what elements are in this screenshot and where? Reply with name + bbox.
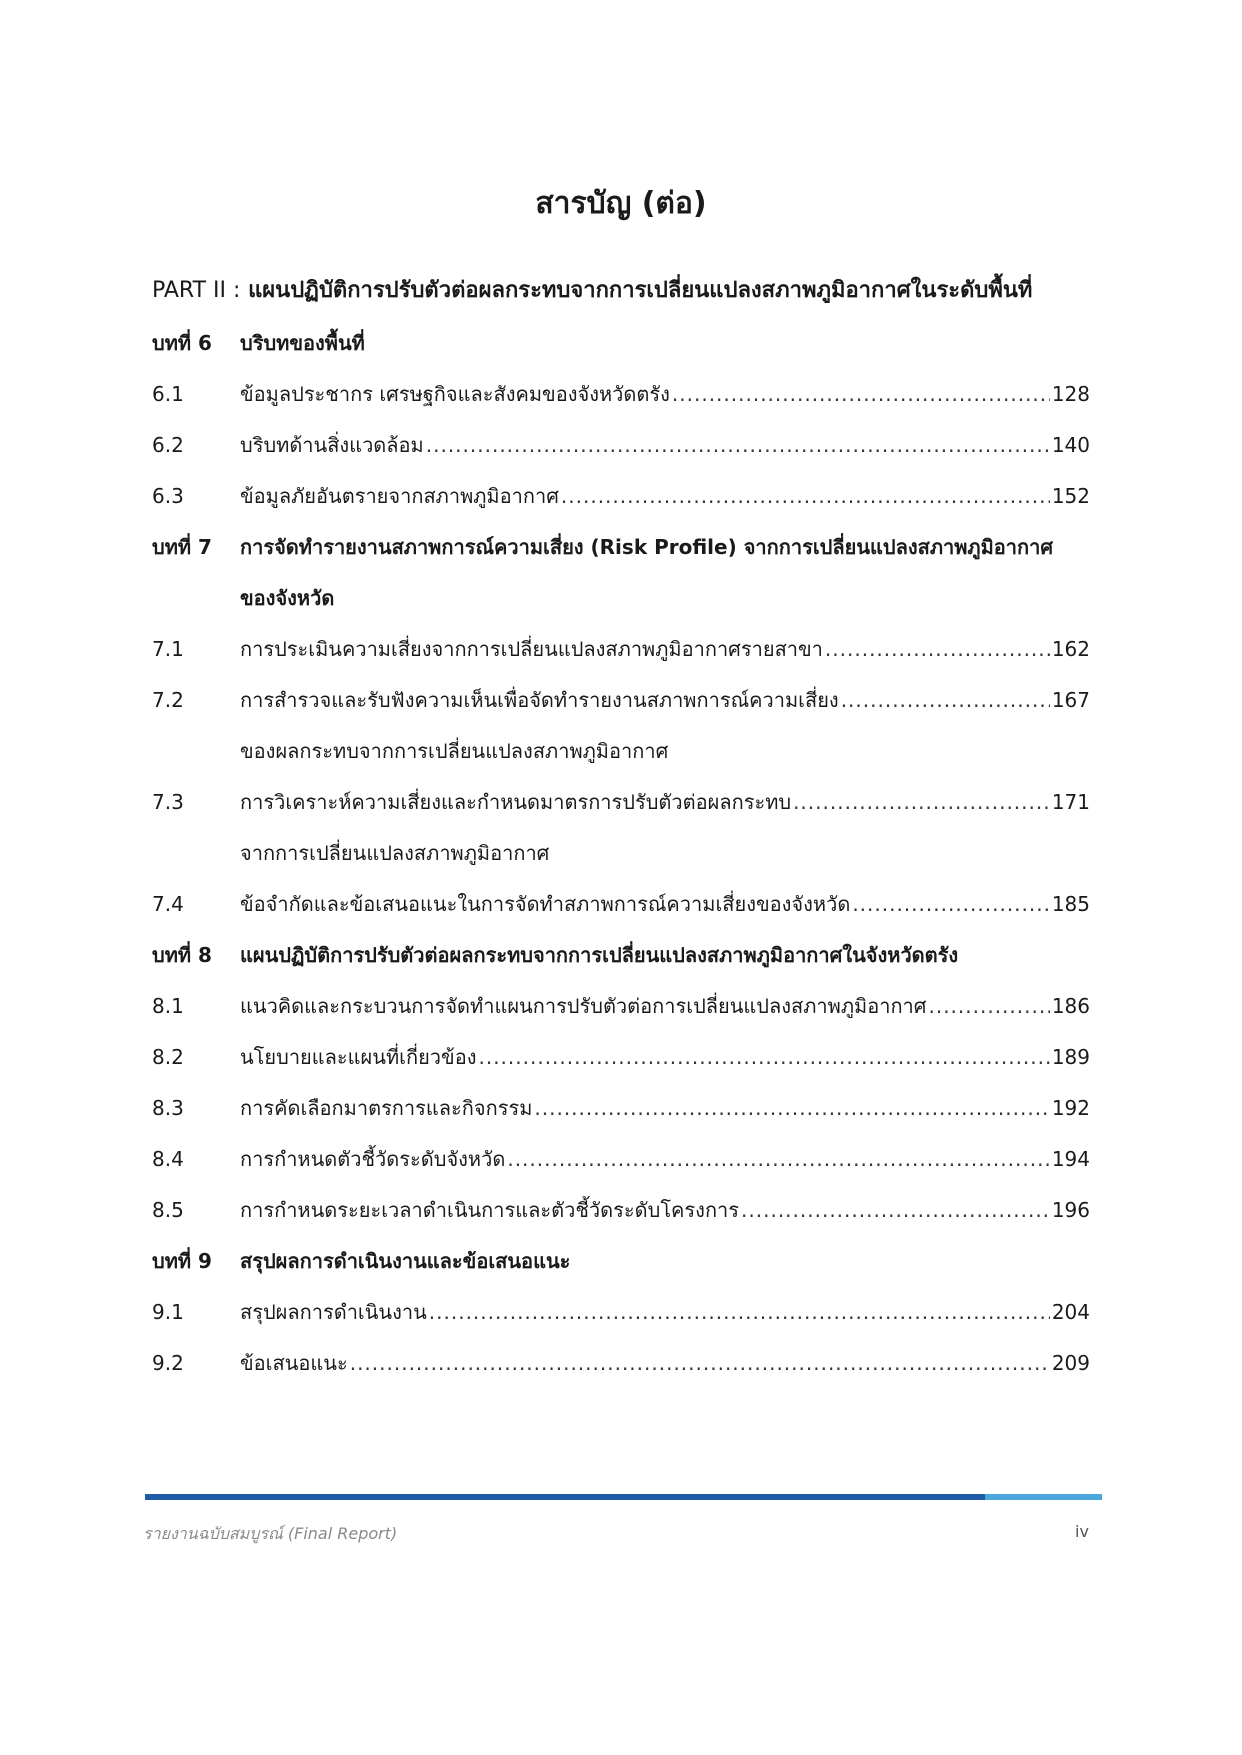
toc-entry-body bbox=[240, 1083, 1090, 1134]
dot-leader bbox=[350, 1338, 1050, 1389]
dot-leader bbox=[741, 1185, 1050, 1236]
toc-entry[interactable] bbox=[152, 1083, 1090, 1134]
toc-number: 8.3 bbox=[152, 1096, 184, 1120]
toc-entry-body bbox=[240, 1338, 1090, 1389]
toc-number: 8.1 bbox=[152, 994, 184, 1018]
toc-title: การวิเคราะห์ความเสี่ยงและกำหนดมาตรการปรับตัวต่อผลกระทบ bbox=[240, 790, 792, 814]
toc-chapter-title: สรุปผลการดำเนินงานและข้อเสนอแนะ bbox=[240, 1249, 571, 1273]
toc-page-number: 171 bbox=[1051, 790, 1090, 814]
dot-leader bbox=[534, 1083, 1049, 1134]
toc-number: บทที่ 6 bbox=[152, 331, 212, 355]
toc-entry[interactable] bbox=[152, 471, 1090, 522]
toc-page-number: 185 bbox=[1051, 892, 1090, 916]
dot-leader bbox=[825, 624, 1050, 675]
toc-title: การคัดเลือกมาตรการและกิจกรรม bbox=[240, 1096, 533, 1120]
toc-title: บริบทด้านสิ่งแวดล้อม bbox=[240, 433, 424, 457]
toc-title-continuation: จากการเปลี่ยนแปลงสภาพภูมิอากาศ bbox=[240, 841, 550, 865]
page-title: สารบัญ (ต่อ) bbox=[535, 186, 707, 221]
toc-entry[interactable] bbox=[152, 1032, 1090, 1083]
toc-page-number: 186 bbox=[1051, 994, 1090, 1018]
toc-entry-body bbox=[240, 879, 1090, 930]
toc-entry[interactable] bbox=[152, 1134, 1090, 1185]
toc-title: สรุปผลการดำเนินงาน bbox=[240, 1300, 427, 1324]
footer-bar-dark bbox=[145, 1494, 985, 1500]
toc-title: การกำหนดระยะเวลาดำเนินการและตัวชี้วัดระดับโครงการ bbox=[240, 1198, 740, 1222]
dot-leader bbox=[426, 420, 1050, 471]
dot-leader bbox=[672, 369, 1050, 420]
footer-bar-light bbox=[985, 1494, 1102, 1500]
toc-page-number: 167 bbox=[1051, 688, 1090, 712]
toc-number: บทที่ 9 bbox=[152, 1249, 212, 1273]
toc-entry[interactable] bbox=[152, 777, 1090, 828]
toc-entry[interactable] bbox=[152, 675, 1090, 726]
toc-entry-body bbox=[240, 1287, 1090, 1338]
toc-entry-body bbox=[240, 675, 1090, 726]
toc-entry[interactable] bbox=[152, 369, 1090, 420]
toc-chapter[interactable] bbox=[152, 522, 1090, 573]
toc-page-number: 204 bbox=[1051, 1300, 1090, 1324]
toc-title: ข้อจำกัดและข้อเสนอแนะในการจัดทำสภาพการณ์ความเสี่ยงของจังหวัด bbox=[240, 892, 851, 916]
toc-title: แนวคิดและกระบวนการจัดทำแผนการปรับตัวต่อการเปลี่ยนแปลงสภาพภูมิอากาศ bbox=[240, 994, 927, 1018]
dot-leader bbox=[852, 879, 1050, 930]
toc-entry-body bbox=[240, 1185, 1090, 1236]
toc-title: ข้อมูลประชากร เศรษฐกิจและสังคมของจังหวัดตรัง bbox=[240, 382, 670, 406]
dot-leader bbox=[478, 1032, 1049, 1083]
toc-entry-body bbox=[240, 624, 1090, 675]
part-heading bbox=[152, 272, 1032, 307]
toc-entry[interactable] bbox=[152, 624, 1090, 675]
toc-number: 6.3 bbox=[152, 484, 184, 508]
toc-number: บทที่ 8 bbox=[152, 943, 212, 967]
toc-page-number: 152 bbox=[1051, 484, 1090, 508]
toc-chapter-title: แผนปฏิบัติการปรับตัวต่อผลกระทบจากการเปลี่ยนแปลงสภาพภูมิอากาศในจังหวัดตรัง bbox=[240, 943, 959, 967]
part-title: แผนปฏิบัติการปรับตัวต่อผลกระทบจากการเปลี่ยนแปลงสภาพภูมิอากาศในระดับพื้นที่ bbox=[248, 278, 1033, 303]
toc-page-number: 194 bbox=[1051, 1147, 1090, 1171]
part-label: PART II : bbox=[152, 278, 241, 303]
toc-title-continuation: ของผลกระทบจากการเปลี่ยนแปลงสภาพภูมิอากาศ bbox=[240, 739, 669, 763]
toc-entry-body bbox=[240, 471, 1090, 522]
toc-entry-body bbox=[240, 1032, 1090, 1083]
toc-number: 9.1 bbox=[152, 1300, 184, 1324]
toc-page-number: 140 bbox=[1051, 433, 1090, 457]
toc-entry[interactable] bbox=[152, 1338, 1090, 1389]
toc-number: 9.2 bbox=[152, 1351, 184, 1375]
table-of-contents bbox=[152, 318, 1090, 1389]
toc-chapter[interactable] bbox=[152, 930, 1090, 981]
toc-number: 8.2 bbox=[152, 1045, 184, 1069]
toc-entry[interactable] bbox=[152, 1287, 1090, 1338]
toc-continuation bbox=[152, 828, 1090, 879]
toc-page-number: 162 bbox=[1051, 637, 1090, 661]
dot-leader bbox=[793, 777, 1050, 828]
toc-number: 7.4 bbox=[152, 892, 184, 916]
dot-leader bbox=[928, 981, 1049, 1032]
toc-entry-body bbox=[240, 981, 1090, 1032]
toc-number: 8.5 bbox=[152, 1198, 184, 1222]
toc-entry[interactable] bbox=[152, 879, 1090, 930]
toc-entry-body bbox=[240, 1134, 1090, 1185]
toc-page-number: 192 bbox=[1051, 1096, 1090, 1120]
toc-chapter-title: การจัดทำรายงานสภาพการณ์ความเสี่ยง (Risk Profile) จากการเปลี่ยนแปลงสภาพภูมิอากาศ bbox=[240, 535, 1054, 559]
toc-title-continuation: ของจังหวัด bbox=[240, 586, 335, 610]
toc-number: 7.1 bbox=[152, 637, 184, 661]
toc-page-number: 189 bbox=[1051, 1045, 1090, 1069]
page-number: iv bbox=[1075, 1522, 1089, 1541]
toc-number: 8.4 bbox=[152, 1147, 184, 1171]
toc-continuation bbox=[152, 573, 1090, 624]
dot-leader bbox=[507, 1134, 1049, 1185]
toc-continuation bbox=[152, 726, 1090, 777]
toc-entry[interactable] bbox=[152, 1185, 1090, 1236]
toc-number: บทที่ 7 bbox=[152, 535, 212, 559]
dot-leader bbox=[561, 471, 1050, 522]
toc-entry[interactable] bbox=[152, 981, 1090, 1032]
toc-page-number: 128 bbox=[1051, 382, 1090, 406]
toc-number: 6.2 bbox=[152, 433, 184, 457]
toc-number: 7.3 bbox=[152, 790, 184, 814]
footer-report-title: รายงานฉบับสมบูรณ์ (Final Report) bbox=[143, 1524, 398, 1543]
toc-title: ข้อมูลภัยอันตรายจากสภาพภูมิอากาศ bbox=[240, 484, 559, 508]
toc-entry-body bbox=[240, 420, 1090, 471]
toc-number: 6.1 bbox=[152, 382, 184, 406]
toc-chapter[interactable] bbox=[152, 1236, 1090, 1287]
dot-leader bbox=[429, 1287, 1050, 1338]
toc-entry-body bbox=[240, 777, 1090, 828]
toc-number: 7.2 bbox=[152, 688, 184, 712]
toc-title: นโยบายและแผนที่เกี่ยวข้อง bbox=[240, 1045, 477, 1069]
toc-entry[interactable] bbox=[152, 420, 1090, 471]
toc-page-number: 196 bbox=[1051, 1198, 1090, 1222]
toc-title: ข้อเสนอแนะ bbox=[240, 1351, 348, 1375]
toc-title: การกำหนดตัวชี้วัดระดับจังหวัด bbox=[240, 1147, 506, 1171]
toc-chapter[interactable] bbox=[152, 318, 1090, 369]
toc-title: การประเมินความเสี่ยงจากการเปลี่ยนแปลงสภาพภูมิอากาศรายสาขา bbox=[240, 637, 823, 661]
footer-bar bbox=[145, 1494, 1242, 1500]
toc-entry-body bbox=[240, 369, 1090, 420]
toc-page-number: 209 bbox=[1051, 1351, 1090, 1375]
toc-chapter-title: บริบทของพื้นที่ bbox=[240, 331, 365, 355]
toc-title: การสำรวจและรับฟังความเห็นเพื่อจัดทำรายงานสภาพการณ์ความเสี่ยง bbox=[240, 688, 839, 712]
dot-leader bbox=[841, 675, 1050, 726]
